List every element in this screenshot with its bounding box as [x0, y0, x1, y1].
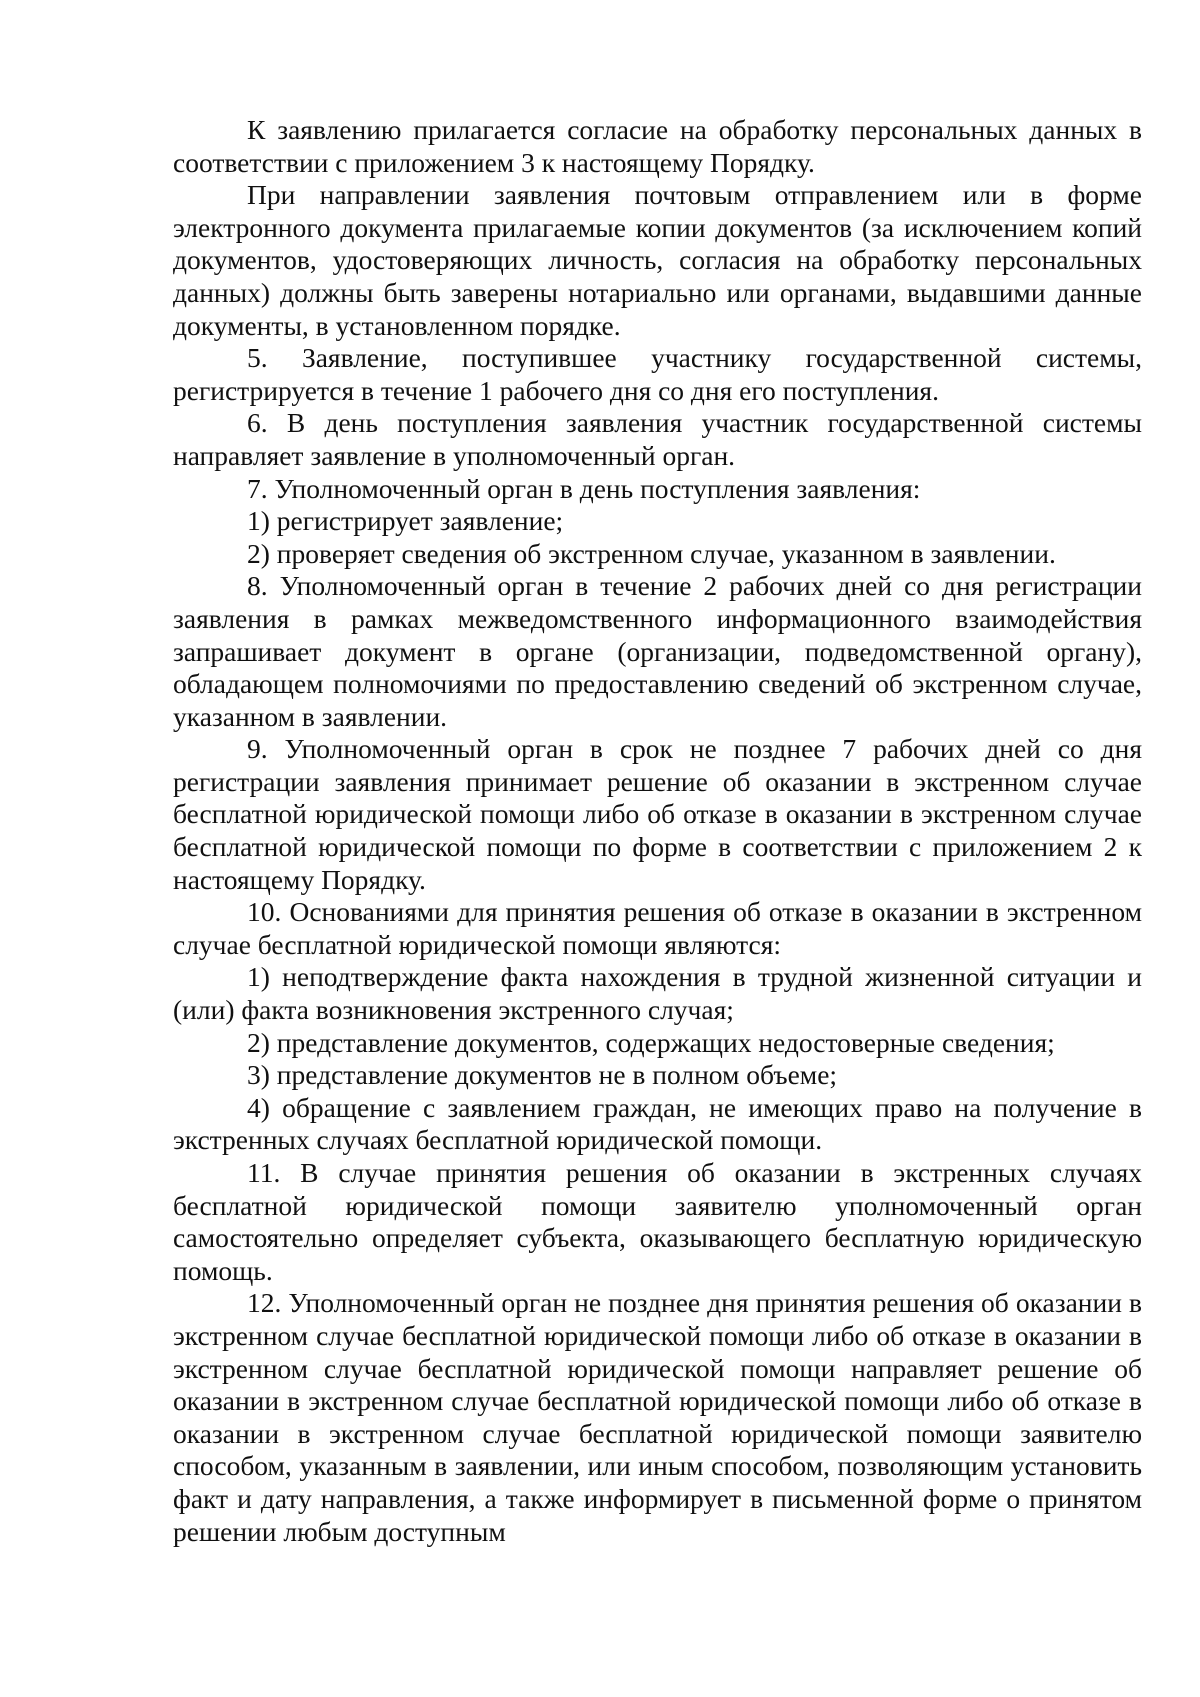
paragraph-item-6: 6. В день поступления заявления участник государственной системы направляет заявление в уполномоченный орган.	[173, 407, 1142, 471]
paragraph-item-12: 12. Уполномоченный орган не позднее дня принятия решения об оказании в экстренном случае бесплатной юридической помощи либо об отказе в оказании в экстренном случае бесплатной юридической помощи направляет решение об оказании в экстренном случае бесплатной юридической помощи либо об отказе в оказании в экстренном случае бесплатной юридической помощи заявителю способом, указанным в заявлении, или иным способом, позволяющим установить факт и дату направления, а также информирует в письменной форме о принятом решении любым доступным	[173, 1287, 1142, 1547]
paragraph-item-7-sub-2: 2) проверяет сведения об экстренном случае, указанном в заявлении.	[247, 537, 1056, 569]
document-body	[173, 114, 1142, 1548]
paragraph-item-10: 10. Основаниями для принятия решения об отказе в оказании в экстренном случае бесплатной юридической помощи являются:	[173, 896, 1142, 960]
paragraph-item-5: 5. Заявление, поступившее участнику государственной системы, регистрируется в течение 1 рабочего дня со дня его поступления.	[173, 342, 1142, 406]
paragraph-item-7-sub-1: 1) регистрирует заявление;	[247, 505, 564, 537]
paragraph-item-10-sub-2: 2) представление документов, содержащих недостоверные сведения;	[247, 1026, 1055, 1058]
paragraph-item-10-sub-4: 4) обращение с заявлением граждан, не имеющих право на получение в экстренных случаях бесплатной юридической помощи.	[173, 1091, 1142, 1156]
paragraph-item-10-sub-1: 1) неподтверждение факта нахождения в трудной жизненной ситуации и (или) факта возникновения экстренного случая;	[173, 961, 1142, 1026]
paragraph-item-8: 8. Уполномоченный орган в течение 2 рабочих дней со дня регистрации заявления в рамках межведомственного информационного взаимодействия запрашивает документ в органе (организации, подведомственной органу), обладающем полномочиями по предоставлению сведений об экстренном случае, указанном в заявлении.	[173, 570, 1142, 732]
paragraph-item-7: 7. Уполномоченный орган в день поступления заявления:	[247, 472, 921, 504]
paragraph-postal-copies: При направлении заявления почтовым отправлением или в форме электронного документа прилагаемые копии документов (за исключением копий документов, удостоверяющих личность, согласия на обработку персональных данных) должны быть заверены нотариально или органами, выдавшими данные документы, в установленном порядке.	[173, 179, 1142, 341]
paragraph-item-11: 11. В случае принятия решения об оказании в экстренных случаях бесплатной юридической помощи заявителю уполномоченный орган самостоятельно определяет субъекта, оказывающего бесплатную юридическую помощь.	[173, 1157, 1142, 1286]
paragraph-item-9: 9. Уполномоченный орган в срок не позднее 7 рабочих дней со дня регистрации заявления принимает решение об оказании в экстренном случае бесплатной юридической помощи либо об отказе в оказании в экстренном случае бесплатной юридической помощи по форме в соответствии с приложением 2 к настоящему Порядку.	[173, 733, 1142, 895]
paragraph-consent-attachment: К заявлению прилагается согласие на обработку персональных данных в соответствии с приложением 3 к настоящему Порядку.	[173, 114, 1142, 178]
paragraph-item-10-sub-3: 3) представление документов не в полном объеме;	[247, 1059, 838, 1091]
